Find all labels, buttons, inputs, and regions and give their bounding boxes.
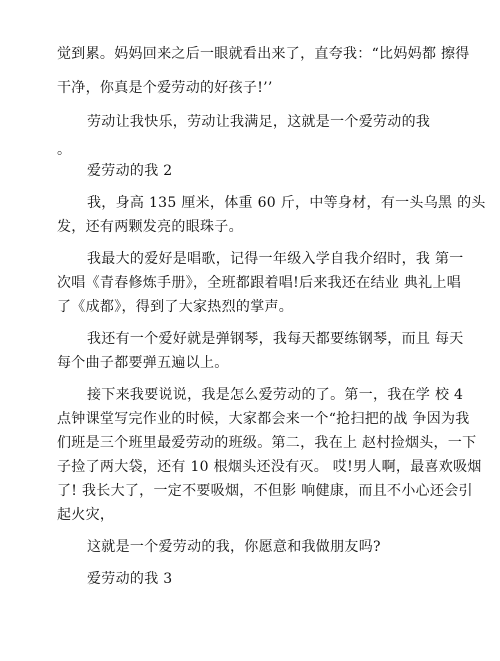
text-line-6: 我，身高 135 厘米，体重 60 斤，中等身材，有一头乌黑 的头 <box>87 195 486 211</box>
text-line-1: 觉到累。妈妈回来之后一眼就看出来了，直夸我：“比妈妈都 擦得 <box>57 46 470 62</box>
text-line-11: 我还有一个爱好就是弹钢琴，我每天都要练钢琴，而且 每天 <box>87 331 464 347</box>
text-line-19: 这就是一个爱劳动的我，你愿意和我做朋友吗? <box>87 539 381 555</box>
text-line-12: 每个曲子都要弹五遍以上。 <box>57 355 229 371</box>
text-line-18: 起火灾， <box>57 507 115 523</box>
text-line-2: 干净，你真是个爱劳动的好孩子!’’ <box>57 80 273 96</box>
text-line-4: 。 <box>57 142 72 158</box>
text-line-10: 了《成都》，得到了大家热烈的掌声。 <box>57 299 294 315</box>
text-line-17: 了! 我长大了，一定不要吸烟，不但影 响健康，而且不小心还会引 <box>57 483 473 499</box>
text-line-16: 子捡了两大袋，还有 10 根烟头还没有灭。 哎!男人啊，最喜欢吸烟 <box>57 459 482 475</box>
section-heading-3: 爱劳动的我 3 <box>87 571 173 587</box>
text-line-7: 发，还有两颗发亮的眼珠子。 <box>57 219 243 235</box>
text-line-8: 我最大的爱好是唱歌，记得一年级入学自我介绍时，我 第一 <box>87 251 464 267</box>
text-line-13: 接下来我要说说，我是怎么爱劳动的了。第一，我在学 校 4 <box>87 387 464 403</box>
section-heading-2: 爱劳动的我 2 <box>87 163 173 179</box>
text-line-15: 们班是三个班里最爱劳动的班级。第二，我在上 赵村捡烟头，一下 <box>57 435 477 451</box>
text-line-14: 点钟课堂写完作业的时候，大家都会来一个“抢扫把的战 争因为我 <box>57 411 470 427</box>
text-line-9: 次唱《青春修炼手册》，全班都跟着唱!后来我还在结业 典礼上唱 <box>57 275 462 291</box>
text-line-3: 劳动让我快乐，劳动让我满足，这就是一个爱劳动的我 <box>87 114 431 130</box>
